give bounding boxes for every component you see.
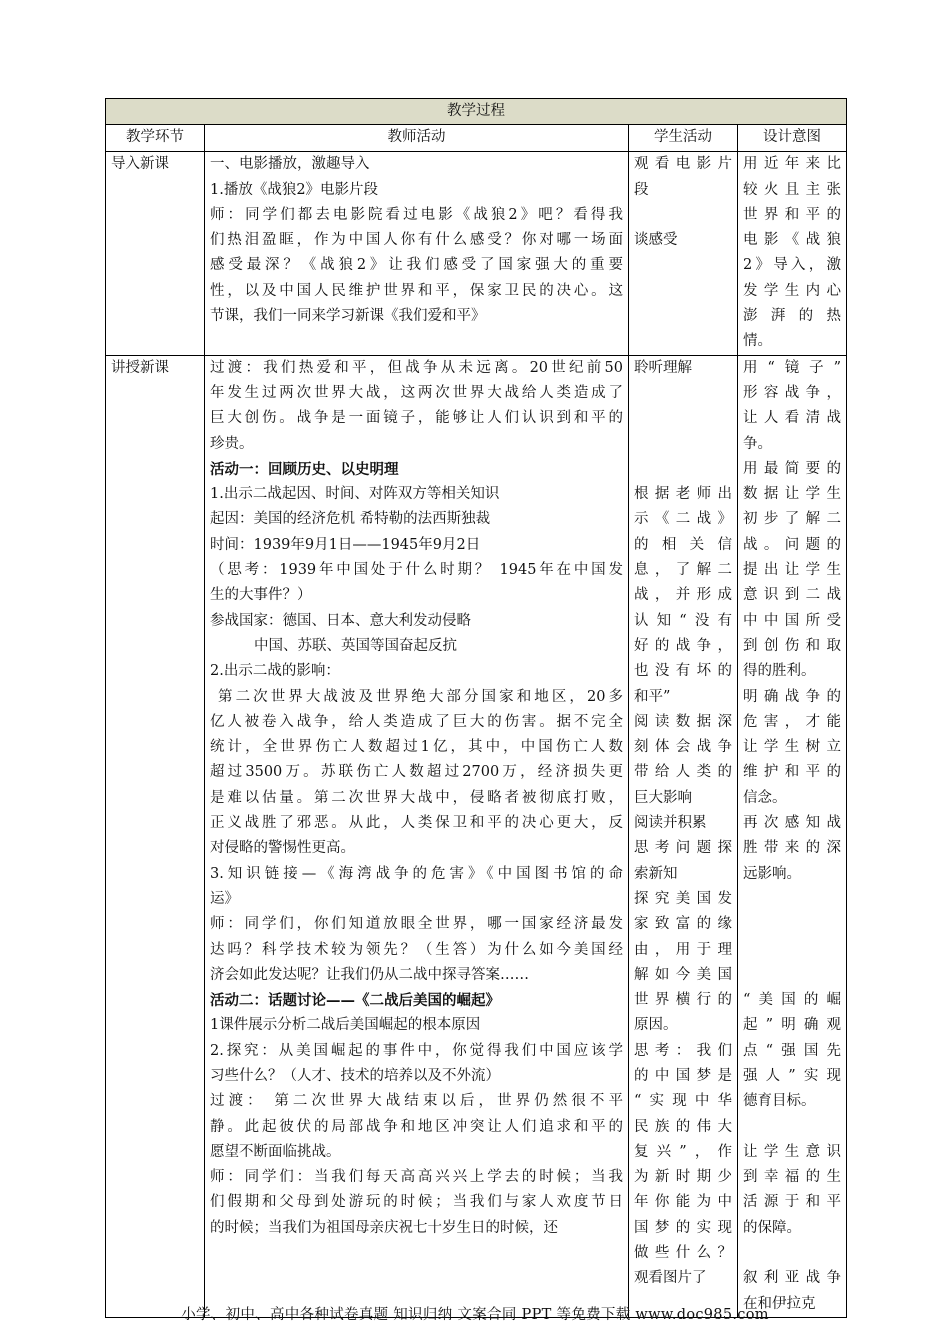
- cell-line: 过渡：我们热爱和平，但战争从未远离。20世纪前50: [210, 359, 623, 376]
- cell-line: （思考：1939年中国处于什么时期？ 1945年在中国发: [210, 562, 623, 579]
- cell-line: “美国的崛: [743, 992, 841, 1009]
- cell-line: 济会如此发达呢？让我们仍从二战中探寻答案……: [210, 966, 529, 983]
- cell-line: 用最简要的: [743, 460, 841, 477]
- cell-line: 点“强国先: [743, 1042, 841, 1059]
- cell-line: 第二次世界大战波及世界绝大部分国家和地区，20多: [218, 688, 623, 705]
- page-footer: 小学、初中、高中各种试卷真题 知识归纳 文案合同 PPT 等免费下载 www.doc985.com: [181, 1307, 769, 1323]
- cell-line: 思考：我们: [634, 1042, 732, 1059]
- cell-line: 愿望不断面临挑战。: [210, 1143, 341, 1160]
- cell-line: 息，了解二: [634, 562, 732, 579]
- table-title-row: [106, 99, 847, 125]
- cell-line: 性，以及中国人民维护世界和平，保家卫民的决心。这: [210, 282, 623, 299]
- cell-line: 习些什么？（人才、技术的培养以及不外流）: [210, 1067, 500, 1084]
- header-intent: 设计意图: [738, 125, 847, 152]
- cell-line: 阅读并积累: [634, 815, 707, 832]
- cell-line: 静。此起彼伏的局部战争和地区冲突让人们追求和平的: [210, 1118, 623, 1135]
- cell-line: 国梦的实现: [634, 1219, 732, 1236]
- cell-line: 战，并形成: [634, 587, 732, 604]
- cell-line: [634, 381, 732, 406]
- cell-line: 参战国家：德国、日本、意大利发动侵略: [210, 612, 471, 629]
- cell-line: 珍贵。: [210, 435, 254, 452]
- cell-line: 聆听理解: [634, 359, 692, 376]
- cell-line: 过渡： 第二次世界大战结束以后，世界仍然很不平: [210, 1093, 623, 1110]
- cell-line: 解如今美国: [634, 966, 732, 983]
- cell-line: 提出让学生: [743, 562, 841, 579]
- cell-line: 由，用于理: [634, 941, 732, 958]
- header-teacher: 教师活动: [205, 125, 629, 152]
- cell-line: [634, 432, 732, 457]
- cell-line: 根据老师出: [634, 486, 732, 503]
- cell-line: 到幸福的生: [743, 1169, 841, 1186]
- cell-line: 活源于和平: [743, 1194, 841, 1211]
- cell-line: 活动二：话题讨论——《二战后美国的崛起》: [210, 992, 500, 1010]
- cell-line: 维护和平的: [743, 764, 841, 781]
- cell-line: 们假期和父母到处游玩的时候；当我们与家人欢度节日: [210, 1194, 623, 1211]
- cell-line: 原因。: [634, 1017, 678, 1034]
- cell-line: 时间：1939年9月1日——1945年9月2日: [210, 536, 481, 553]
- cell-line: 1.播放《战狼2》电影片段: [210, 181, 379, 198]
- cell-line: [743, 1241, 841, 1266]
- cell-line: 2.出示二战的影响：: [210, 663, 340, 680]
- teacher-activity-cell: [205, 152, 629, 355]
- cell-line: 也没有坏的: [634, 663, 732, 680]
- cell-line: 形容战争，: [743, 384, 841, 401]
- cell-line: 让人看清战: [743, 410, 841, 427]
- cell-line: 运》: [210, 890, 239, 907]
- cell-line: 1课件展示分析二战后美国崛起的根本原因: [210, 1017, 481, 1034]
- cell-line: 再次感知战: [743, 815, 841, 832]
- cell-line: 德育目标。: [743, 1093, 816, 1110]
- cell-line: 的保障。: [743, 1219, 801, 1236]
- cell-line: 在和伊拉克: [743, 1295, 816, 1312]
- cell-line: 示《二战》: [634, 511, 732, 528]
- stage-cell: [106, 355, 205, 1317]
- cell-line: 电影《战狼: [743, 232, 841, 249]
- cell-line: 数据让学生: [743, 486, 841, 503]
- cell-line: 民族的伟大: [634, 1118, 732, 1135]
- cell-line: [634, 203, 732, 228]
- cell-line: 得的胜利。: [743, 663, 816, 680]
- cell-line: 到创伤和取: [743, 637, 841, 654]
- cell-line: 为新时期少: [634, 1169, 732, 1186]
- cell-line: 阅读数据深: [634, 713, 732, 730]
- cell-line: 超过3500万。苏联伤亡人数超过2700万，经济损失更: [210, 764, 623, 781]
- cell-line: “实现中华: [634, 1093, 732, 1110]
- cell-line: [743, 887, 841, 912]
- stage-label: 讲授新课: [111, 359, 169, 376]
- cell-line: 用“镜子”: [743, 359, 841, 376]
- header-stage: 教学环节: [106, 125, 205, 152]
- cell-line: 起因：美国的经济危机 希特勒的法西斯独裁: [210, 511, 491, 528]
- cell-line: 统计，全世界伤亡人数超过1亿，其中，中国伤亡人数: [210, 739, 623, 756]
- stage-cell: [106, 152, 205, 355]
- cell-line: 明确战争的: [743, 688, 841, 705]
- cell-line: [743, 1115, 841, 1140]
- cell-line: 世界和平的: [743, 206, 841, 223]
- cell-line: 是难以估量。第二次世界大战中，侵略者被彻底打败，: [210, 789, 623, 806]
- design-intent-cell: [738, 355, 847, 1317]
- cell-line: 和平”: [634, 688, 671, 705]
- cell-line: 年你能为中: [634, 1194, 732, 1211]
- cell-line: 澎湃的热: [743, 308, 841, 325]
- cell-line: 活动一：回顾历史、以史明理: [210, 460, 399, 478]
- cell-line: 起”明确观: [743, 1017, 841, 1034]
- cell-line: 初步了解二: [743, 511, 841, 528]
- cell-line: 的相关信: [634, 536, 732, 553]
- cell-line: 意识到二战: [743, 587, 841, 604]
- cell-line: 达吗？科学技术较为领先？（生答）为什么如今美国经: [210, 941, 623, 958]
- cell-line: 认知“没有: [634, 612, 732, 629]
- cell-line: 索新知: [634, 865, 678, 882]
- stage-label: 导入新课: [111, 156, 169, 173]
- cell-line: 巨大影响: [634, 789, 692, 806]
- cell-line: [634, 457, 732, 482]
- cell-line: 正义战胜了邪恶。从此，人类保卫和平的决心更大，反: [210, 815, 623, 832]
- cell-line: 做些什么？: [634, 1245, 732, 1262]
- cell-line: 感受最深？《战狼2》让我们感受了国家强大的重要: [210, 257, 623, 274]
- cell-line: 思考问题探: [634, 840, 732, 857]
- cell-line: 探究美国发: [634, 890, 732, 907]
- cell-line: 带给人类的: [634, 764, 732, 781]
- cell-line: 的时候；当我们为祖国母亲庆祝七十岁生日的时候，还: [210, 1219, 558, 1236]
- cell-line: 战。问题的: [743, 536, 841, 553]
- cell-line: 胜带来的深: [743, 840, 841, 857]
- table-header-row: [106, 125, 847, 152]
- cell-line: 谈感受: [634, 232, 678, 249]
- cell-line: 争。: [743, 435, 772, 452]
- cell-line: 对侵略的警惕性更高。: [210, 840, 355, 857]
- cell-line: 们热泪盈眶，作为中国人你有什么感受？你对哪一场面: [210, 232, 623, 249]
- cell-line: [743, 938, 841, 963]
- cell-line: 刻体会战争: [634, 739, 732, 756]
- cell-line: 2.探究：从美国崛起的事件中，你觉得我们中国应该学: [210, 1042, 623, 1059]
- cell-line: 师：同学们都去电影院看过电影《战狼2》吧？看得我: [210, 206, 623, 223]
- table-row: [106, 355, 847, 1317]
- cell-line: 的中国梦是: [634, 1067, 732, 1084]
- cell-line: 远影响。: [743, 865, 801, 882]
- cell-line: 节课，我们一同来学习新课《我们爱和平》: [210, 308, 486, 325]
- cell-line: 让学生意识: [743, 1143, 841, 1160]
- teaching-process-table: [105, 98, 847, 1318]
- cell-line: 叙利亚战争: [743, 1270, 841, 1287]
- cell-line: 强人”实现: [743, 1067, 841, 1084]
- cell-line: 中国、苏联、英国等国奋起反抗: [254, 637, 457, 654]
- cell-line: 情。: [743, 333, 772, 350]
- cell-line: 观看电影片: [634, 156, 732, 173]
- cell-line: 观看图片了: [634, 1270, 707, 1287]
- cell-line: 年发生过两次世界大战，这两次世界大战给人类造成了: [210, 384, 623, 401]
- cell-line: 让学生树立: [743, 739, 841, 756]
- student-activity-cell: [629, 152, 738, 355]
- cell-line: 段: [634, 181, 649, 198]
- table-title: 教学过程: [106, 99, 847, 125]
- cell-line: 师：同学们，你们知道放眼全世界，哪一国家经济最发: [210, 916, 623, 933]
- cell-line: 生的大事件？）: [210, 587, 312, 604]
- cell-line: 发学生内心: [743, 282, 841, 299]
- cell-line: 中中国所受: [743, 612, 841, 629]
- table-row: [106, 152, 847, 355]
- cell-line: 1.出示二战起因、时间、对阵双方等相关知识: [210, 486, 500, 503]
- cell-line: [634, 406, 732, 431]
- cell-line: 信念。: [743, 789, 787, 806]
- cell-line: 师：同学们：当我们每天高高兴兴上学去的时候；当我: [210, 1169, 623, 1186]
- student-activity-cell: [629, 355, 738, 1317]
- cell-line: 一、电影播放，激趣导入: [210, 156, 370, 173]
- cell-line: 巨大创伤。战争是一面镜子，能够让人们认识到和平的: [210, 410, 623, 427]
- cell-line: 2》导入，激: [743, 257, 841, 274]
- cell-line: [743, 912, 841, 937]
- header-student: 学生活动: [629, 125, 738, 152]
- design-intent-cell: [738, 152, 847, 355]
- cell-line: 亿人被卷入战争，给人类造成了巨大的伤害。据不完全: [210, 713, 623, 730]
- cell-line: [743, 963, 841, 988]
- cell-line: 危害，才能: [743, 713, 841, 730]
- cell-line: 好的战争，: [634, 637, 732, 654]
- cell-line: 世界横行的: [634, 992, 732, 1009]
- cell-line: 3.知识链接—《海湾战争的危害》《中国图书馆的命: [210, 865, 623, 882]
- cell-line: 用近年来比: [743, 156, 841, 173]
- cell-line: 复兴”，作: [634, 1143, 732, 1160]
- teacher-activity-cell: [205, 355, 629, 1317]
- cell-line: 较火且主张: [743, 181, 841, 198]
- cell-line: 家致富的缘: [634, 916, 732, 933]
